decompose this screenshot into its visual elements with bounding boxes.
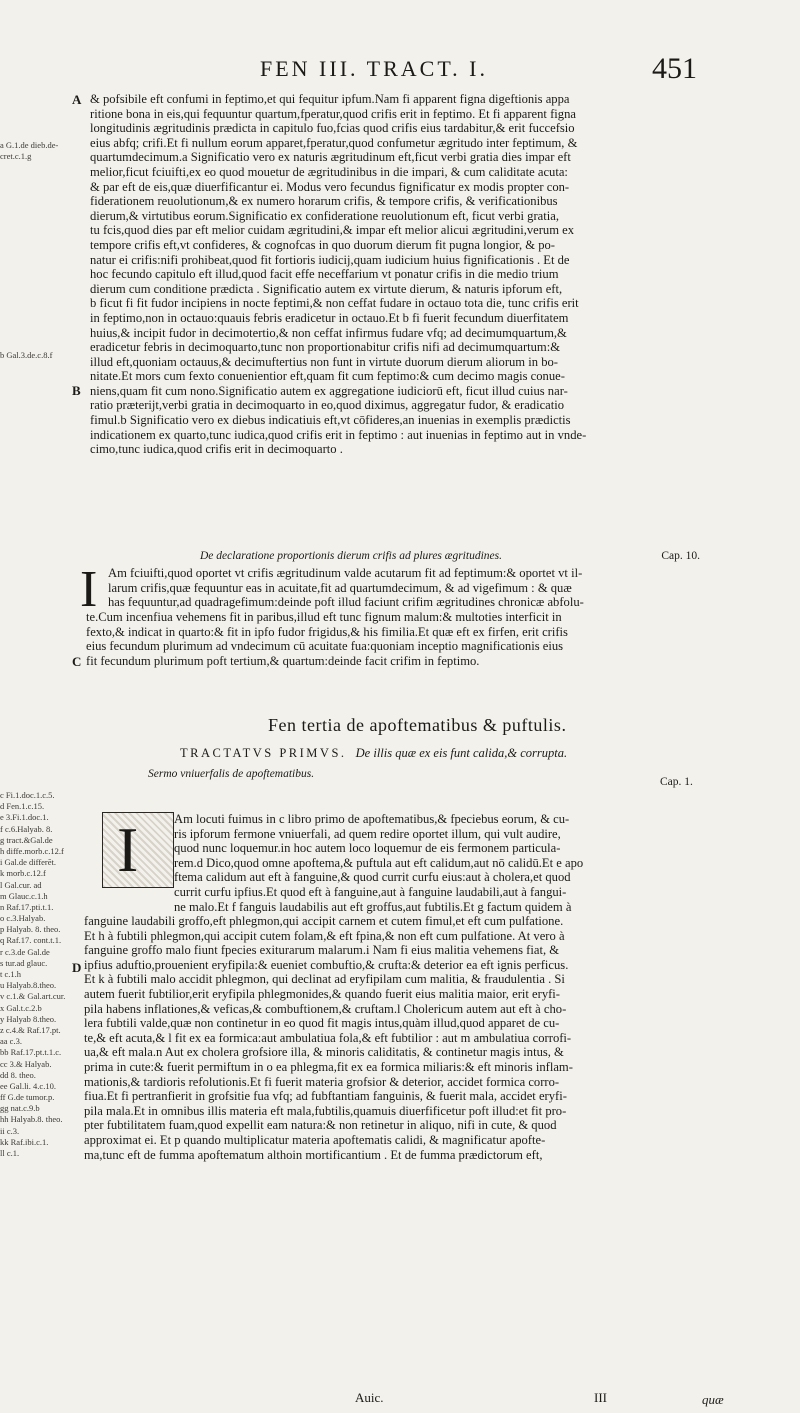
running-head (0, 50, 800, 90)
text-line: autem fuerit fubtilior,erit eryfipila phlegmonides,& quando fuerit eius malitia maior, erit eryfi- (84, 986, 561, 1001)
margin-note: kk Raf.ibi.c.1. (0, 1136, 49, 1147)
text-line: cimo,tunc iudica,quod crifis erit in decimoquarto . (90, 442, 343, 457)
margin-notes-top (0, 140, 74, 162)
margin-note: ll c.1. (0, 1148, 20, 1158)
margin-note: m Glauc.c.1.h (0, 890, 48, 901)
text-line: mationis,& tardioris refolutionis.Et fi fuerit materia grofsior & deterior, accidet formica corro- (84, 1074, 560, 1089)
margin-notes-bottom (0, 790, 74, 1159)
tractatus-label: TRACTATVS PRIMVS. (180, 746, 347, 760)
text-line: currit curfu ipfius.Et quod eft à fanguine,aut à fanguine laudabili,aut à fangui- (174, 884, 567, 899)
text-line: lera fubtili valde,quæ non continetur in eo quod fit magis intus,quàm illud,quod apparet de cu- (84, 1016, 560, 1031)
text-line: pila mala.Et in omnibus illis materia eft mala,fubtilis,quamuis diuerfificetur poft illud:et fit pro- (84, 1103, 567, 1118)
margin-note: n Raf.17.pti.t.1. (0, 901, 54, 912)
text-line: eius abfq; crifi.Et fi nullum eorum apparet,fperatur,quod confumetur ægritudo inter feptimum, & (90, 135, 578, 150)
margin-note: v c.1.& Gal.art.cur. (0, 991, 66, 1002)
margin-note: ee Gal.li. 4.c.10. (0, 1080, 56, 1091)
text-line: ma,tunc eft de fumma apoftematum althoin mortificantium . Et de fumma prædictorum eft, (84, 1147, 543, 1162)
margin-note: y Halyab 8.theo. (0, 1013, 57, 1024)
margin-note: k morb.c.12.f (0, 868, 46, 879)
tractatus-heading (180, 746, 567, 761)
text-block-3-indented (174, 812, 746, 914)
text-line: fit fecundum plurimum poft tertium,& quartum:deinde facit crifim in feptimo. (86, 653, 480, 668)
section-marker-b: B (72, 383, 81, 398)
text-line: te.Cum incenfiua vehemens fit in paribus,illud eft tunc fignum malum:& multoties interficit in (86, 610, 562, 624)
margin-note: h diffe.morb.c.12.f (0, 845, 64, 856)
woodcut-letter: I (117, 814, 139, 885)
text-line: larum crifis,quæ fequuntur eas in acuitate,fit ad quartumdecimum, & ad vigefimum : & quæ (108, 580, 572, 595)
margin-note: t c.1.h (0, 969, 22, 979)
margin-note: z c.4.& Raf.17.pt. (0, 1024, 61, 1035)
text-line: Am fciuifti,quod oportet vt crifis ægritudinum valde acutarum fit ad feptimum:& oportet vt il- (108, 566, 583, 580)
text-line: ipfius aduftio,prouenient eryfipila:& eueniet combuftio,& crufta:& deterior ea eft ignis perficus. (84, 957, 569, 972)
section-marker-d: D (72, 960, 82, 975)
catchword: quæ (702, 1392, 724, 1407)
margin-note: f c.6.Halyab. 8. (0, 823, 53, 834)
text-line: eradicetur febris in decimoquarto,tunc non proportionabitur crifis nifi ad decimumquartum:& (90, 340, 561, 355)
margin-note: e 3.Fi.1.doc.1. (0, 812, 49, 823)
section-marker-a: A (72, 92, 82, 107)
text-block-3 (84, 914, 746, 1162)
margin-note: i Gal.de differēt. (0, 857, 57, 868)
margin-note: ff G.de tumor.p. (0, 1092, 55, 1103)
text-line: illud eft,quoniam octauus,& decimuftertius non funt in virtute duorum dierum aliorum in bo- (90, 354, 558, 369)
text-line: ratio præterijt,verbi gratia in decimoquarto in eo,quod diximus, aggregatur fudor, & eradicatio (90, 398, 565, 413)
margin-note: b Gal.3.de.c.8.f (0, 350, 53, 360)
text-line: tempore crifis eft,vt confideres, & cognofcas in quo duorum dierum fit pugna longior, & po- (90, 237, 555, 252)
margin-note: q Raf.17. cont.t.1. (0, 935, 62, 946)
section-title: Fen tertia de apoftematibus & puftulis. (268, 715, 567, 735)
text-line: b ficut fi fit fudor incipiens in nocte feptimi,& non ceffat fudare in octauo tota die, tunc crifis erit (90, 296, 579, 311)
text-line: indicationem ex quarto,tunc iudica,quod crifis erit in feptimo : aut inuenias in feptimo aut in vnde- (90, 427, 587, 442)
page-number: 451 (652, 52, 697, 85)
catchword-author: Auic. (355, 1390, 384, 1405)
text-line: & pofsibile eft confumi in feptimo,et qui fequitur ipfum.Nam fi apparent figna digeftionis appa (90, 92, 570, 106)
text-line: fanguine laudabili groffo,eft phlegmon,qui accipit carnem et cutem fimul,et eft cum pulfatione. (84, 914, 564, 928)
text-line: huius,& incipit fudor in decimotertio,& non ceffat infirmus fudare vfq; ad decimumquartum,& (90, 325, 567, 340)
text-line: niens,quam fit cum nono.Significatio autem ex aggregatione iudiciorū eft, ficut illud cuius nar- (90, 383, 568, 398)
text-line: quartumdecimum.a Significatio vero ex naturis ægritudinum eft,ficut verbi gratia dies impar eft (90, 150, 571, 165)
text-line: fanguine groffo malo fiunt fpecies exiturarum malarum.i Nam fi eius malitia vehemens fiat, & (84, 943, 560, 958)
chapter-heading (200, 550, 740, 562)
text-line: natur ei crifis:nifi prohibeat,quod fit fortioris iudicij,quam iudicium huius fignificationis . Et de (90, 252, 570, 267)
margin-note: s tur.ad glauc. (0, 957, 48, 968)
text-line: fiua.Et fi pertranfierit in grofsitie fua vfq; ad fubftantiam fanguinis, & fuerit mala, accidet eryfi- (84, 1089, 567, 1104)
section-marker-c: C (72, 654, 82, 669)
text-line: pila habens inflationes,& veficas,& combuftionem,& cruftam.l Cholericum autem aut eft à cho- (84, 1001, 567, 1016)
woodcut-initial (102, 812, 174, 888)
margin-note: g tract.&Gal.de (0, 834, 53, 845)
margin-note: u Halyab.8.theo. (0, 980, 57, 991)
margin-note: cc 3.& Halyab. (0, 1058, 52, 1069)
margin-note: cret.c.1.g (0, 151, 32, 162)
chapter-number: Cap. 10. (661, 550, 700, 562)
margin-note: bb Raf.17.pt.t.1.c. (0, 1047, 62, 1058)
text-line: pter fubtilitatem fuam,quod expellit eam natura:& non retinetur in aliquo, nifi in cute, & quod (84, 1118, 557, 1133)
text-line: dierum cum conditione prædicta . Significatio autem ex virtute dierum, & naturis ipforum eft, (90, 281, 563, 296)
drop-cap: I (80, 561, 98, 618)
margin-note: hh Halyab.8. theo. (0, 1114, 63, 1125)
margin-note: dd 8. theo. (0, 1069, 36, 1080)
text-line: ne malo.Et f fanguis laudabilis aut eft groffus,aut fubtilis.Et g factum quidem à (174, 899, 572, 914)
text-line: & par eft de eis,quæ diuerfificantur ei. Modus vero fecundus fignificatur ex modis propter con- (90, 179, 570, 194)
running-head-title: FEN III. TRACT. I. (260, 56, 488, 81)
margin-note: gg nat.c.9.b (0, 1103, 40, 1114)
text-line: Et k à fubtili malo accidit phlegmon, qui declinat ad eryfipilam cum malitia, & fraudulentia . Si (84, 972, 565, 987)
chapter-heading-text: De declaratione proportionis dierum crifis ad plures ægritudines. (200, 550, 502, 562)
margin-note: p Halyab. 8. theo. (0, 924, 61, 935)
margin-notes-top-2 (0, 350, 74, 361)
text-line: tu fcis,quod dies par eft melior cuidam ægritudini,& impar eft melior alicui ægritudini,verum ex (90, 223, 575, 238)
text-line: hoc fecundo capitulo eft illud,quod facit effe neceffarium vt ponatur crifis in die medio trium (90, 267, 559, 282)
chapter-number-1: Cap. 1. (660, 776, 693, 788)
text-line: fimul.b Significatio vero ex diebus indicatiuis eft,vt cōfideres,an inuenias in exemplis prædictis (90, 413, 571, 428)
text-line: longitudinis ægritudinis prædicta in capitulo fuo,fcias quod crifis eius tardabitur,& erit fuccefsio (90, 121, 575, 136)
text-line: nitate.Et mors cum fexto conuenientior eft,quam fit cum feptimo:& cum decimo magis conue- (90, 369, 565, 384)
text-line: quod nunc loquemur.in hoc autem loco loquemur de eis fermonem particula- (174, 841, 561, 856)
margin-note: o c.3.Halyab. (0, 913, 46, 924)
margin-note: r c.3.de Gal.de (0, 946, 50, 957)
text-line: eius fecundum plurimum ad vndecimum cū acuitate fua:quoniam inceptio magnificationis eius (86, 639, 564, 654)
text-line: ftema calidum aut eft à fanguine,& quod currit curfu eius:aut à cholera,et quod (174, 870, 571, 885)
sermo-heading: Sermo vniuerfalis de apoftematibus. (148, 768, 315, 780)
text-line: dierum,& virtutibus eorum.Significatio ex confideratione reuolutionum eft, ficut verbi gratia, (90, 208, 559, 223)
text-line: approximat ei. Et p quando multiplicatur materia apoftematis calidi, & magnificatur apofte- (84, 1132, 546, 1147)
margin-note: c Fi.1.doc.1.c.5. (0, 790, 55, 800)
text-line: melior,ficut fciuifti,ex eo quod mouetur de ægritudinibus in die impari, & cum caliditate acuta: (90, 164, 568, 179)
text-block-1 (90, 92, 745, 457)
text-line: Am locuti fuimus in c libro primo de apoftematibus,& fpeciebus eorum, & cu- (174, 812, 570, 826)
margin-note: x Gal.t.c.2.b (0, 1002, 42, 1013)
signature-mark: III (594, 1390, 607, 1405)
text-line: ris ipforum fermone vniuerfali, ad quem redire oportet illum, qui vult audire, (174, 826, 561, 841)
text-line: prima in cute:& fuerit permiftum in o ea phlegma,fit ex ea formica miliaris:& eft minoris inflam- (84, 1059, 573, 1074)
text-line: in feptimo,non in octauo:quauis febris eradicetur in octauo.Et b fi fuerit fecundum diuerfitatem (90, 310, 569, 325)
text-block-2 (86, 610, 746, 668)
text-line: fexto,& indicat in quarto:& fit in ipfo fudor frigidus,& his fimilia.Et quæ eft ex firfen, erit crifis (86, 624, 568, 639)
margin-note: l Gal.cur. ad (0, 879, 42, 890)
margin-note: aa c.3. (0, 1036, 22, 1047)
text-line: ritione bona in eis,qui fequuntur quartum,fperatur,quod crifis erit in feptimo. Et fi apparent figna (90, 106, 576, 121)
margin-note: a G.1.de dieb.de- (0, 140, 59, 150)
margin-note: d Fen.1.c.15. (0, 801, 45, 812)
text-line: has fequuntur,ad quadragefimum:deinde poft illud faciunt crifim ægritudines chronicæ abfolu- (108, 595, 584, 610)
text-block-2-indented (108, 566, 746, 610)
text-line: rem.d Dico,quod omne apoftema,& puftula aut eft calidum,aut nō calidū.Et e apo (174, 855, 584, 870)
text-line: te,& eft acuta,& l fit ex ea formica:aut ambulatiua fola,& eft fubtilior : aut m ambulatiua corrofi- (84, 1030, 572, 1045)
text-line: fiderationem reuolutionum,& ex numero horarum crifis, & tempore crifis, & verificationibus (90, 194, 558, 209)
tractatus-subtitle: De illis quæ ex eis funt calida,& corrupta. (355, 746, 568, 760)
margin-note: ii c.3. (0, 1125, 20, 1136)
text-line: Et h à fubtili phlegmon,qui accipit cutem folam,& eft fpina,& non eft cum pulfatione. At vero à (84, 928, 565, 943)
text-line: ua,& eft mala.n Aut ex cholera grofsiore illa, & minoris caliditatis, & continetur magis intus, & (84, 1045, 564, 1060)
